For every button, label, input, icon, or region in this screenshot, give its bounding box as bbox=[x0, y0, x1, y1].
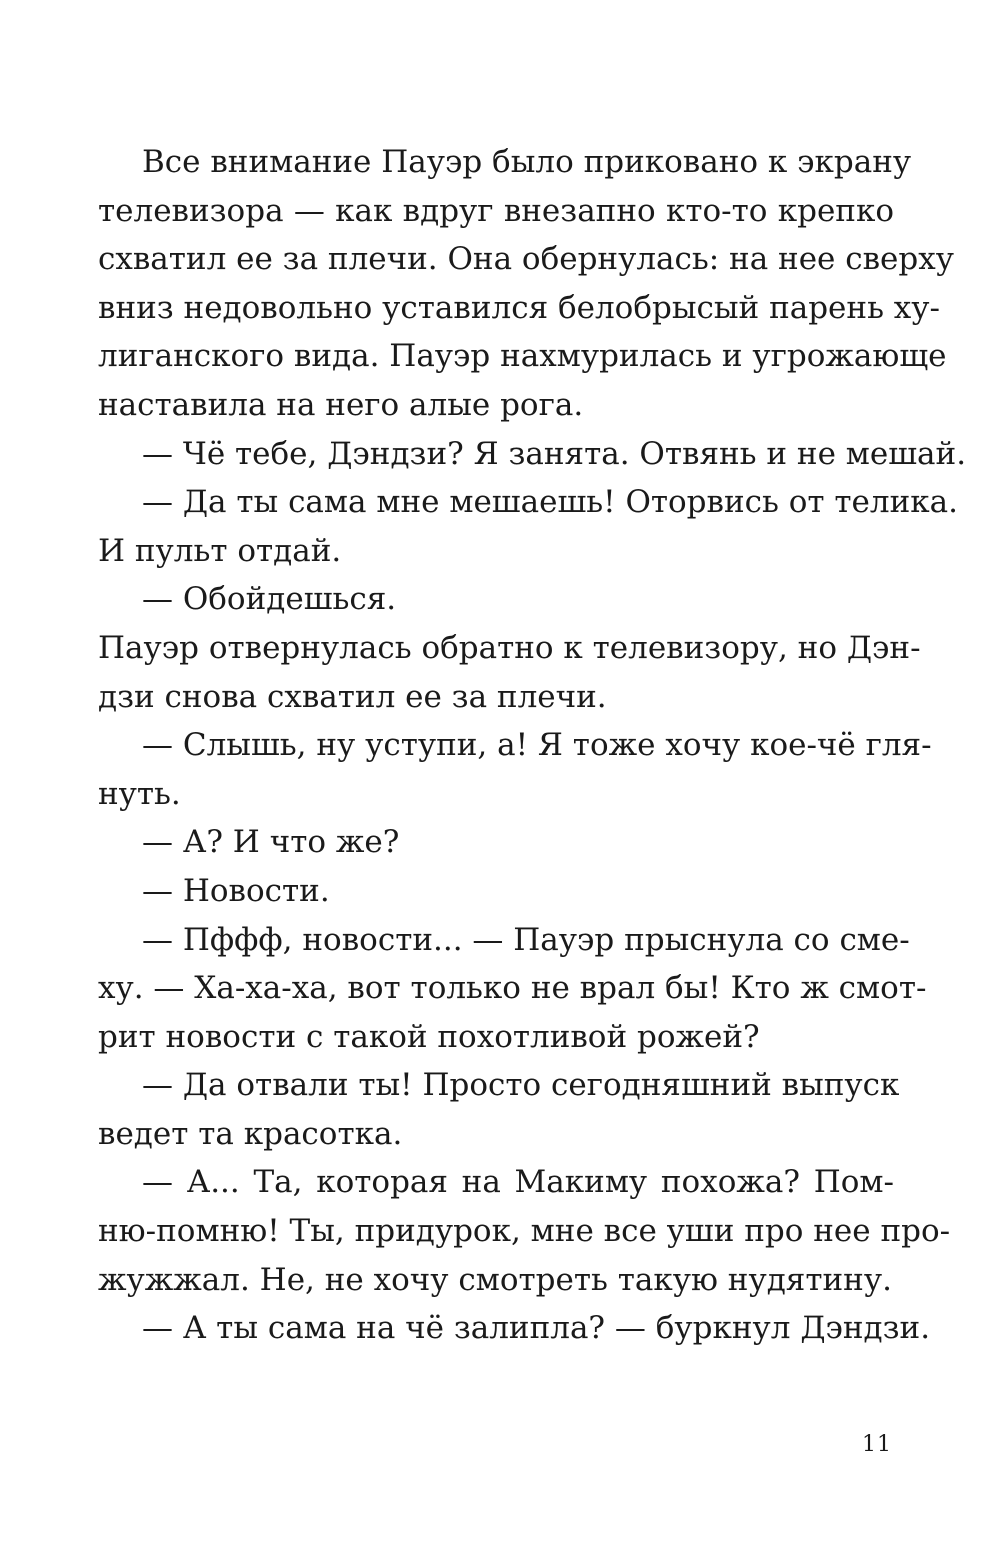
text-line: — Да отвали ты! Просто сегодняшний выпуск bbox=[142, 1067, 900, 1104]
text-line: — Чё тебе, Дэндзи? Я занята. Отвянь и не мешай. bbox=[142, 435, 967, 472]
paragraph-5 bbox=[98, 624, 921, 721]
paragraph-1 bbox=[98, 138, 954, 430]
text-line: дзи снова схватил ее за плечи. bbox=[98, 678, 607, 715]
paragraph-11 bbox=[98, 1158, 951, 1304]
paragraph-8 bbox=[98, 867, 894, 916]
page-number: 11 bbox=[862, 1432, 892, 1457]
paragraph-2 bbox=[98, 430, 967, 479]
paragraph-9 bbox=[98, 916, 927, 1062]
text-line: — Обойдешься. bbox=[142, 581, 397, 618]
text-line: схватил ее за плечи. Она обернулась: на нее сверху bbox=[98, 241, 954, 278]
text-line: нуть. bbox=[98, 775, 181, 812]
text-line: телевизора — как вдруг внезапно кто-то крепко bbox=[98, 192, 894, 229]
text-line: ху. — Ха-ха-ха, вот только не врал бы! Кто ж смот- bbox=[98, 970, 927, 1007]
paragraph-6 bbox=[98, 721, 932, 818]
text-line: — Слышь, ну уступи, а! Я тоже хочу кое-чё гля- bbox=[142, 727, 932, 764]
text-line: ню-помню! Ты, придурок, мне все уши про нее про- bbox=[98, 1213, 951, 1250]
text-line: наставила на него алые рога. bbox=[98, 386, 584, 423]
text-line: Пауэр отвернулась обратно к телевизору, но Дэн- bbox=[98, 629, 921, 666]
paragraph-10 bbox=[98, 1061, 900, 1158]
text-line: — А ты сама на чё залипла? — буркнул Дэндзи. bbox=[142, 1310, 931, 1347]
text-line: вниз недовольно уставился белобрысый парень ху- bbox=[98, 289, 940, 326]
text-line: — Пффф, новости... — Пауэр прыснула со сме- bbox=[142, 921, 910, 958]
text-line: рит новости с такой похотливой рожей? bbox=[98, 1018, 760, 1055]
text-line: — Да ты сама мне мешаешь! Оторвись от телика. bbox=[142, 484, 958, 521]
text-line: — А... Та, которая на Макиму похожа? Пом- bbox=[142, 1164, 894, 1201]
paragraph-7 bbox=[98, 818, 894, 867]
paragraph-3 bbox=[98, 478, 958, 575]
body-text bbox=[98, 138, 967, 1353]
paragraph-4 bbox=[98, 575, 894, 624]
text-line: лиганского вида. Пауэр нахмурилась и угрожающе bbox=[98, 338, 947, 375]
text-line: жужжал. Не, не хочу смотреть такую нудятину. bbox=[98, 1261, 892, 1298]
text-line: ведет та красотка. bbox=[98, 1115, 403, 1152]
text-line: И пульт отдай. bbox=[98, 532, 342, 569]
text-line: — А? И что же? bbox=[142, 824, 400, 861]
text-line: Все внимание Пауэр было приковано к экрану bbox=[142, 144, 912, 180]
paragraph-12 bbox=[98, 1304, 931, 1353]
text-line: — Новости. bbox=[142, 872, 330, 909]
